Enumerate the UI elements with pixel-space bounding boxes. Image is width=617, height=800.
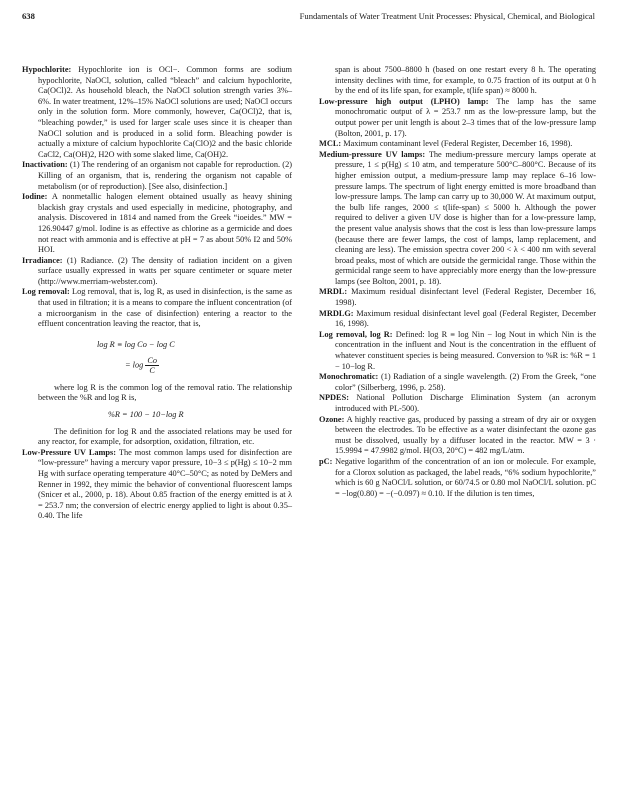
def-medium-pressure-uv: The medium-pressure mercury lamps operate at pressure, 1 ≤ p(Hg) ≤ 10 atm, and temperature 500°C–800°C. Because of its higher emission output, a medium-pressure lamp may replace 6–16 low-pressure lamps. The spectrum of light energy emitted is more broadband than low-pressure lamps. The lamp can carry up to 30,000 W. At maximum output, the bulb life ranges, 2000 ≤ t(life-span) ≤ 5000 h. Although the power required to deliver a given UV dose is higher than for a low-pressure lamp, the present value analysis shows that the cost is less than low-pressure lamps (because there are fewer lamps, the cost of lamps, lamp replacement, and cleaning are less). The emission spectra cover 200 < λ < 400 nm with several broad peaks, most of which are outside the germicidal range. Those within the germicidal range seem to have appreciably more energy than the low-pressure lamps (see Bolton, 2001, p. 18). bbox=[335, 149, 597, 286]
page-header bbox=[22, 11, 595, 25]
term-inactivation: Inactivation: bbox=[22, 160, 68, 170]
def-iodine: A nonmetallic halogen element obtained usually as heavy shining blackish gray crystals and used especially in medicine, photography, and analysis. Discovered in 1814 and named from the Greek “ioeides.” MW = 126.90447 g/mol. Iodine is as effective as chlorine as a germicide and does not react with ammonia and is effective at pH = 7 as about 50% I2 and 50% HOI. bbox=[38, 192, 292, 255]
entry-low-pressure-uv bbox=[22, 448, 292, 522]
fraction-numerator: Co bbox=[147, 355, 158, 365]
def-mcl: Maximum contaminant level (Federal Register, December 16, 1998). bbox=[343, 139, 573, 149]
page-number: 638 bbox=[22, 11, 35, 21]
entry-mrdlg bbox=[319, 309, 596, 330]
entry-inactivation bbox=[22, 160, 292, 192]
term-medium-pressure-uv: Medium-pressure UV lamps: bbox=[319, 149, 426, 159]
entry-mrdl bbox=[319, 287, 596, 308]
def-log-removal: Log removal, that is, log R, as used in disinfection, is the same as that used in filtration; it is a means to compare the influent concentration (of a microorganism in the case of disinfection) entering a reactor to the effluent concentration leaving the reactor, that is, bbox=[38, 287, 293, 329]
fraction-denominator: C bbox=[149, 365, 155, 375]
def-mrdlg: Maximum residual disinfectant level goal (Federal Register, December 16, 1998). bbox=[335, 308, 596, 329]
term-monochromatic: Monochromatic: bbox=[319, 372, 379, 382]
entry-log-removal bbox=[22, 287, 292, 329]
entry-npdes bbox=[319, 393, 596, 414]
def-hypochlorite: Hypochlorite ion is OCl−. Common forms are sodium hypochlorite, NaOCl, solution, called “bleach” and calcium hypochlorite, Ca(OCl)2. As household bleach, the NaOCl solution strength varies 3%–6%. In water treatment, 12%–15% NaOCl solutions are used; NaOCl occurs only in the solution form. More commonly, however, Ca(OCl)2, that is, “bleaching powder,” is used for larger scale uses since it is cheaper than NaOCl solution and is produced in a solid form. Bleaching powder is actually a mixture of calcium hypochlorite Ca(ClO)2 and the basic chloride CaCl2, Ca(OH)2, H2O with some slaked lime, Ca(OH)2. bbox=[38, 65, 292, 159]
entry-iodine bbox=[22, 192, 292, 256]
log-removal-after-equation: where log R is the common log of the removal ratio. The relationship between the %R and log R is, bbox=[38, 382, 292, 403]
term-iodine: Iodine: bbox=[22, 192, 48, 202]
log-removal-closing: The definition for log R and the associated relations may be used for any reactor, for example, for adsorption, oxidation, filtration, etc. bbox=[38, 426, 292, 447]
def-pc: Negative logarithm of the concentration of an ion or molecule. For example, for a Clorox solution as packaged, the label reads, “6% sodium hypochlorite,” which is 60 g NaOCl/L solution, or 60/74.5 or 0.80 mol NaOCl/L solution. pC = −log(0.80) = −(−0.097) ≈ 0.10. If the dilution is ten times, bbox=[335, 456, 596, 498]
term-pc: pC: bbox=[319, 456, 333, 466]
equation-eq-sign: = log bbox=[125, 360, 144, 370]
term-hypochlorite: Hypochlorite: bbox=[22, 65, 72, 74]
equation-line-2 bbox=[97, 356, 292, 375]
term-irradiance: Irradiance: bbox=[22, 255, 63, 265]
term-mrdlg: MRDLG: bbox=[319, 308, 354, 318]
def-monochromatic: (1) Radiation of a single wavelength. (2) From the Greek, “one color” (Silberberg, 1996, p. 258). bbox=[335, 372, 597, 392]
entry-irradiance bbox=[22, 256, 292, 288]
term-ozone: Ozone: bbox=[319, 414, 345, 424]
equation-fraction bbox=[145, 356, 159, 375]
term-mcl: MCL: bbox=[319, 139, 342, 149]
entry-monochromatic bbox=[319, 372, 596, 393]
term-lpho: Low-pressure high output (LPHO) lamp: bbox=[319, 96, 489, 106]
term-npdes: NPDES: bbox=[319, 393, 349, 403]
term-low-pressure-uv: Low-Pressure UV Lamps: bbox=[22, 447, 117, 457]
equation-log-removal bbox=[22, 340, 292, 375]
term-mrdl: MRDL: bbox=[319, 287, 348, 297]
equation-line-1: log R ≡ log Co − log C bbox=[97, 339, 175, 349]
left-column bbox=[22, 65, 292, 522]
entry-ozone bbox=[319, 415, 596, 457]
right-column bbox=[319, 65, 596, 499]
def-low-pressure-uv: The most common lamps used for disinfection are “low-pressure” having a mercury vapor pressure, 10−3 ≤ p(Hg) ≤ 10−2 mm Hg with surface operating temperature 40°C–50°C; as noted by DeMers and Renner in 1992, they mimic the behavior of conventional fluorescent lamps (Snicer et al., 2000, p. 18). About 0.85 fraction of the energy emitted is at λ = 253.7 nm; the conversion of electric energy applied to light is about 0.35–0.40. The life bbox=[38, 447, 292, 521]
entry-hypochlorite bbox=[22, 65, 292, 160]
entry-log-removal-r bbox=[319, 330, 596, 372]
def-npdes: National Pollution Discharge Elimination System (an acronym introduced with PL-500). bbox=[335, 393, 597, 413]
def-ozone: A highly reactive gas, produced by passing a stream of dry air or oxygen between the electrodes. To be effective as a water disinfectant the ozone gas must be dissolved, usually by a diffuser located in the reactor. MW = 3 · 15.9994 = 47.9982 g/mol. H(O3, 20°C) = 482 mg/L/atm. bbox=[335, 414, 596, 456]
def-mrdl: Maximum residual disinfectant level (Federal Register, December 16, 1998). bbox=[335, 287, 596, 308]
def-inactivation: (1) The rendering of an organism not capable for reproduction. (2) Killing of an organism, that is, rendering the organism not capable of metabolism (or of reproduction). [See also, disinfection.] bbox=[38, 160, 292, 191]
low-pressure-continued: span is about 7500–8800 h (based on one restart every 8 h. The operating intensity declines with time, for example, to 0.75 fraction of its output at 0 h by the end of its life span, for example, t(life span) ≈ 8000 h. bbox=[335, 65, 596, 96]
entry-pc bbox=[319, 457, 596, 499]
def-irradiance: (1) Radiance. (2) The density of radiation incident on a given surface usually expressed in watts per square centimeter or square meter (http://www.merriam-webster.com). bbox=[38, 255, 292, 286]
entry-mcl bbox=[319, 139, 596, 150]
def-log-removal-r: Defined: log R ≡ log Nin − log Nout in which Nin is the concentration in the influent and Nout is the concentration in the effluent of whatever constituent species is being measured. Conversion to %R is: %R = 1 − 10−log R. bbox=[335, 329, 597, 371]
def-lpho: The lamp has the same monochromatic output of λ = 253.7 nm as the low-pressure lamp, but the output power per unit length is about 2–3 times that of the low-pressure lamp (Bolton, 2001, p. 17). bbox=[335, 96, 597, 138]
entry-medium-pressure-uv bbox=[319, 150, 596, 288]
term-log-removal: Log removal: bbox=[22, 287, 70, 297]
running-title: Fundamentals of Water Treatment Unit Processes: Physical, Chemical, and Biological bbox=[299, 11, 595, 21]
term-log-removal-r: Log removal, log R: bbox=[319, 329, 393, 339]
entry-lpho bbox=[319, 97, 596, 139]
equation-percent-removal: %R = 100 − 10−log R bbox=[108, 410, 184, 420]
